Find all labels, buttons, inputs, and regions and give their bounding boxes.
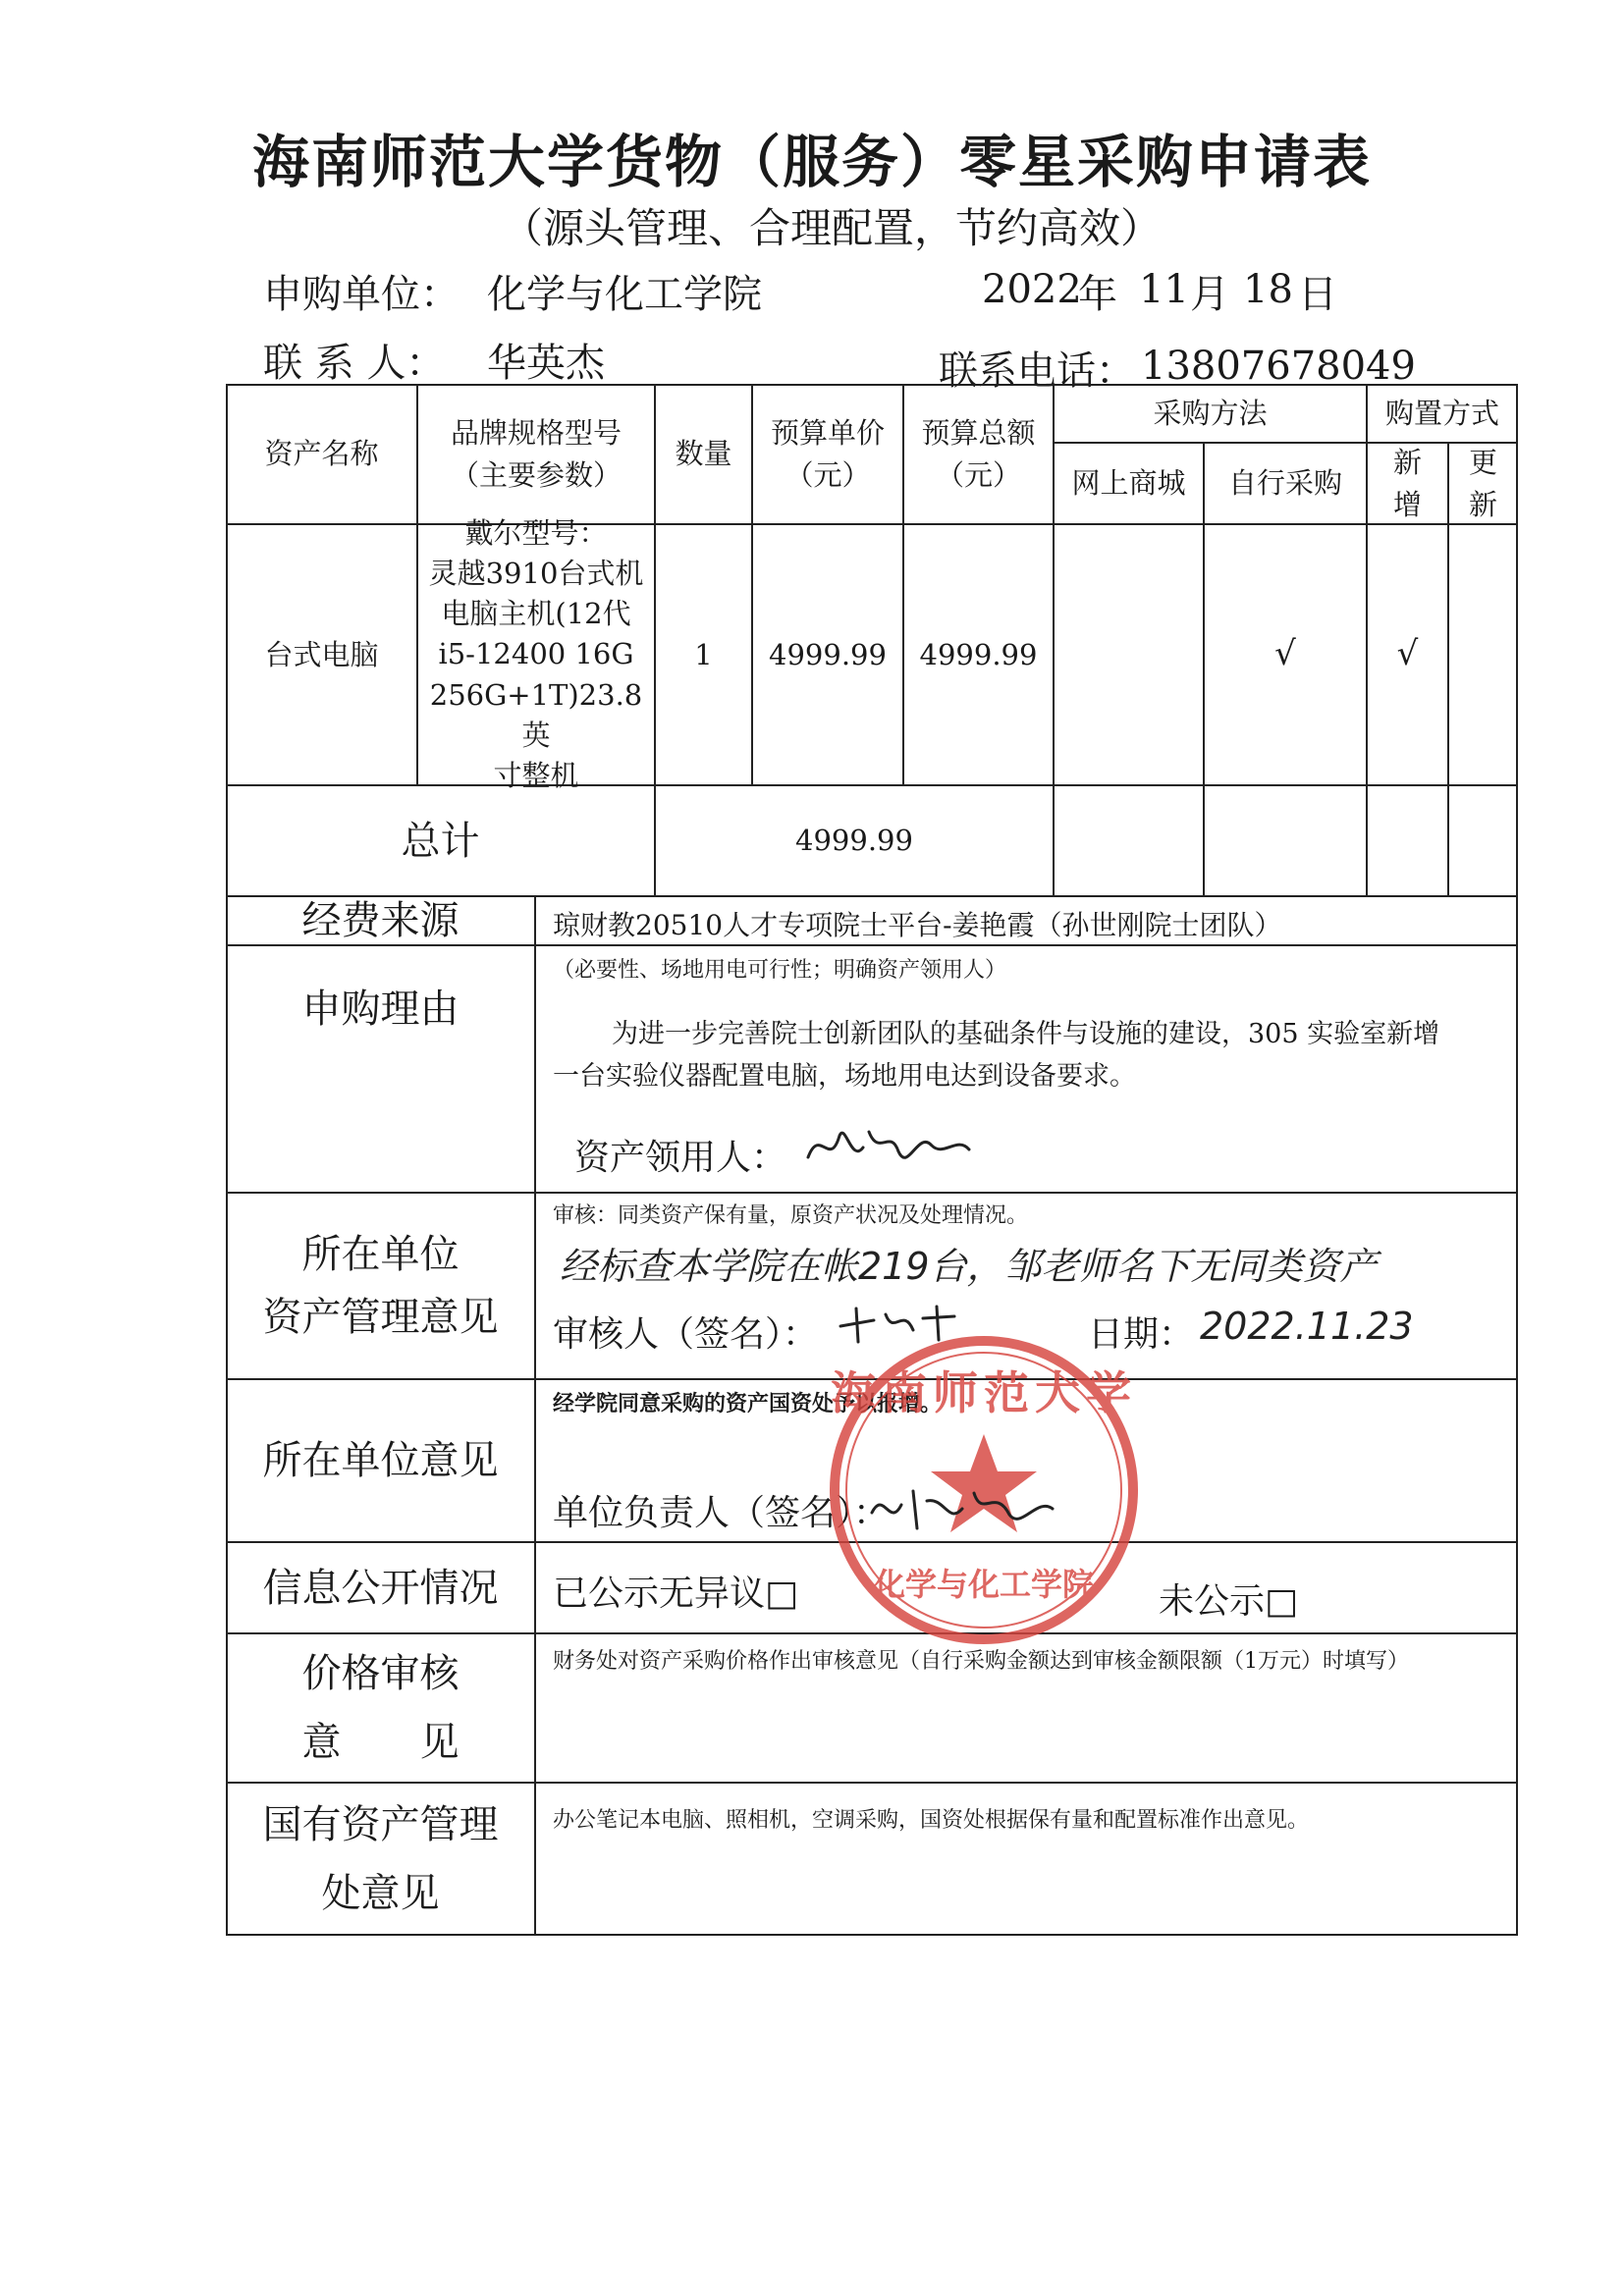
check-mark-icon: √	[1274, 634, 1296, 674]
application-table	[226, 384, 1518, 1936]
col-update-text-1: 更	[1468, 446, 1497, 480]
disclosure-label	[226, 1542, 535, 1633]
date-day: 18	[1243, 267, 1293, 312]
funding-label-text: 经费来源	[301, 898, 460, 943]
recipient-label: 资产领用人：	[574, 1138, 787, 1178]
price-review-label-1: 价格审核	[301, 1651, 460, 1696]
item-unit-price	[752, 524, 903, 785]
col-method-self	[1204, 443, 1367, 524]
check-mark-icon: √	[1396, 634, 1419, 674]
col-update	[1448, 443, 1518, 524]
unit-asset-opinion-label-1: 所在单位	[301, 1232, 460, 1277]
col-method	[1054, 384, 1367, 443]
col-new-text-1: 新	[1392, 446, 1422, 480]
phone-value: 13807678049	[1141, 344, 1416, 389]
contact-label: 联 系 人：	[263, 341, 446, 386]
col-asset-name-text: 资产名称	[264, 437, 379, 471]
item-spec-line: 寸整机	[493, 758, 579, 792]
item-spec-line: 灵越3910台式机	[428, 557, 644, 591]
form-title: 海南师范大学货物（服务）零星采购申请表	[251, 129, 1372, 195]
state-asset-label-1: 国有资产管理	[262, 1802, 499, 1847]
state-asset-hint: 办公笔记本电脑、照相机，空调采购，国资处根据保有量和配置标准作出意见。	[553, 1808, 1310, 1833]
date-day-char: 日	[1298, 272, 1337, 317]
item-self-purchase-check	[1204, 524, 1367, 785]
reason-text-line1: 为进一步完善院士创新团队的基础条件与设施的建设，305 实验室新增	[612, 1019, 1440, 1049]
date-month: 11	[1139, 267, 1189, 312]
item-qty-text: 1	[694, 637, 713, 671]
disclosure-label-text: 信息公开情况	[262, 1565, 499, 1611]
reason-label	[226, 945, 535, 1073]
unit-label: 申购单位：	[263, 272, 460, 317]
col-unit-price-text-1: 预算单价	[770, 416, 885, 451]
col-total	[903, 384, 1054, 524]
reason-hint: （必要性、场地用电可行性；明确资产领用人）	[553, 958, 1007, 983]
col-purchase-type-text: 购置方式	[1384, 396, 1499, 430]
item-spec	[417, 515, 655, 792]
item-unit-price-text: 4999.99	[769, 637, 887, 671]
item-name-text: 台式电脑	[264, 637, 379, 671]
item-new-check	[1367, 524, 1448, 785]
col-brand-spec	[417, 384, 655, 524]
col-total-text-1: 预算总额	[921, 416, 1036, 451]
item-qty	[655, 524, 752, 785]
col-new-text-2: 增	[1392, 487, 1422, 521]
item-spec-line: 戴尔型号：	[464, 515, 608, 550]
reason-text-line2: 一台实验仪器配置电脑，场地用电达到设备要求。	[553, 1061, 1136, 1092]
unit-asset-opinion-label-2: 资产管理意见	[262, 1295, 499, 1340]
item-spec-line: i5-12400 16G	[438, 637, 634, 671]
col-method-online-text: 网上商城	[1071, 466, 1186, 501]
funding-value: 琼财教20510人才专项院士平台-姜艳霞（孙世刚院士团队）	[553, 909, 1282, 941]
form-subtitle: （源头管理、合理配置，节约高效）	[501, 204, 1162, 252]
col-method-text: 采购方法	[1153, 396, 1268, 430]
price-review-hint: 财务处对资产采购价格作出审核意见（自行采购金额达到审核金额限额（1万元）时填写）	[553, 1649, 1410, 1674]
unit-value: 化学与化工学院	[487, 272, 762, 317]
funding-label	[226, 896, 535, 945]
col-method-online	[1054, 443, 1204, 524]
col-total-text-2: （元）	[935, 457, 1021, 492]
col-brand-spec-text-2: （主要参数）	[450, 457, 622, 492]
col-unit-price-text-2: （元）	[785, 457, 871, 492]
total-label-text: 总计	[401, 818, 480, 864]
contact-value: 华英杰	[487, 341, 605, 386]
col-qty-text: 数量	[675, 437, 732, 471]
unit-asset-opinion-label	[226, 1193, 535, 1379]
col-brand-spec-text-1: 品牌规格型号	[450, 416, 622, 451]
review-date-label: 日期：	[1088, 1314, 1195, 1355]
total-label	[226, 785, 655, 896]
disclosure-published-option: 已公示无异议□	[553, 1574, 799, 1614]
unit-opinion-text: 经学院同意采购的资产国资处予以报增。	[553, 1391, 943, 1416]
state-asset-label-2: 处意见	[321, 1871, 440, 1916]
price-review-label-2: 意 见	[301, 1720, 460, 1765]
unit-opinion-label-text: 所在单位意见	[262, 1438, 499, 1483]
total-value	[655, 785, 1054, 896]
col-purchase-type	[1367, 384, 1518, 443]
leader-label: 单位负责人（签名）：	[553, 1493, 890, 1533]
phone-label: 联系电话：	[939, 348, 1135, 394]
item-name	[226, 524, 417, 785]
unit-asset-opinion-hint: 审核：同类资产保有量，原资产状况及处理情况。	[553, 1203, 1029, 1228]
state-asset-label	[226, 1783, 535, 1936]
total-value-text: 4999.99	[795, 824, 913, 858]
date-month-char: 月	[1190, 272, 1229, 317]
disclosure-unpublished-option: 未公示□	[1159, 1581, 1299, 1622]
item-spec-line: 电脑主机(12代	[441, 597, 631, 631]
item-spec-line: 256G+1T)23.8英	[429, 677, 643, 752]
col-qty	[655, 384, 752, 524]
unit-asset-opinion-handwritten: 经标查本学院在帐219台，邹老师名下无同类资产	[560, 1245, 1378, 1288]
leader-signature-icon	[866, 1479, 1062, 1538]
item-total-text: 4999.99	[919, 637, 1038, 671]
col-update-text-2: 新	[1468, 487, 1497, 521]
review-date-value: 2022.11.23	[1200, 1305, 1414, 1348]
col-method-self-text: 自行采购	[1227, 466, 1342, 501]
col-new	[1367, 443, 1448, 524]
date-year: 2022	[982, 267, 1082, 312]
item-total	[903, 524, 1054, 785]
col-unit-price	[752, 384, 903, 524]
price-review-label	[226, 1633, 535, 1783]
col-asset-name	[226, 384, 417, 524]
svg-text:海南师范大学: 海南师范大学	[831, 1366, 1137, 1419]
svg-text:化学与化工学院: 化学与化工学院	[873, 1566, 1095, 1603]
reason-label-text: 申购理由	[301, 987, 460, 1032]
date-year-char: 年	[1078, 272, 1117, 317]
reviewer-label: 审核人（签名）：	[553, 1314, 819, 1355]
recipient-signature-icon	[800, 1118, 977, 1177]
unit-opinion-label	[226, 1379, 535, 1542]
